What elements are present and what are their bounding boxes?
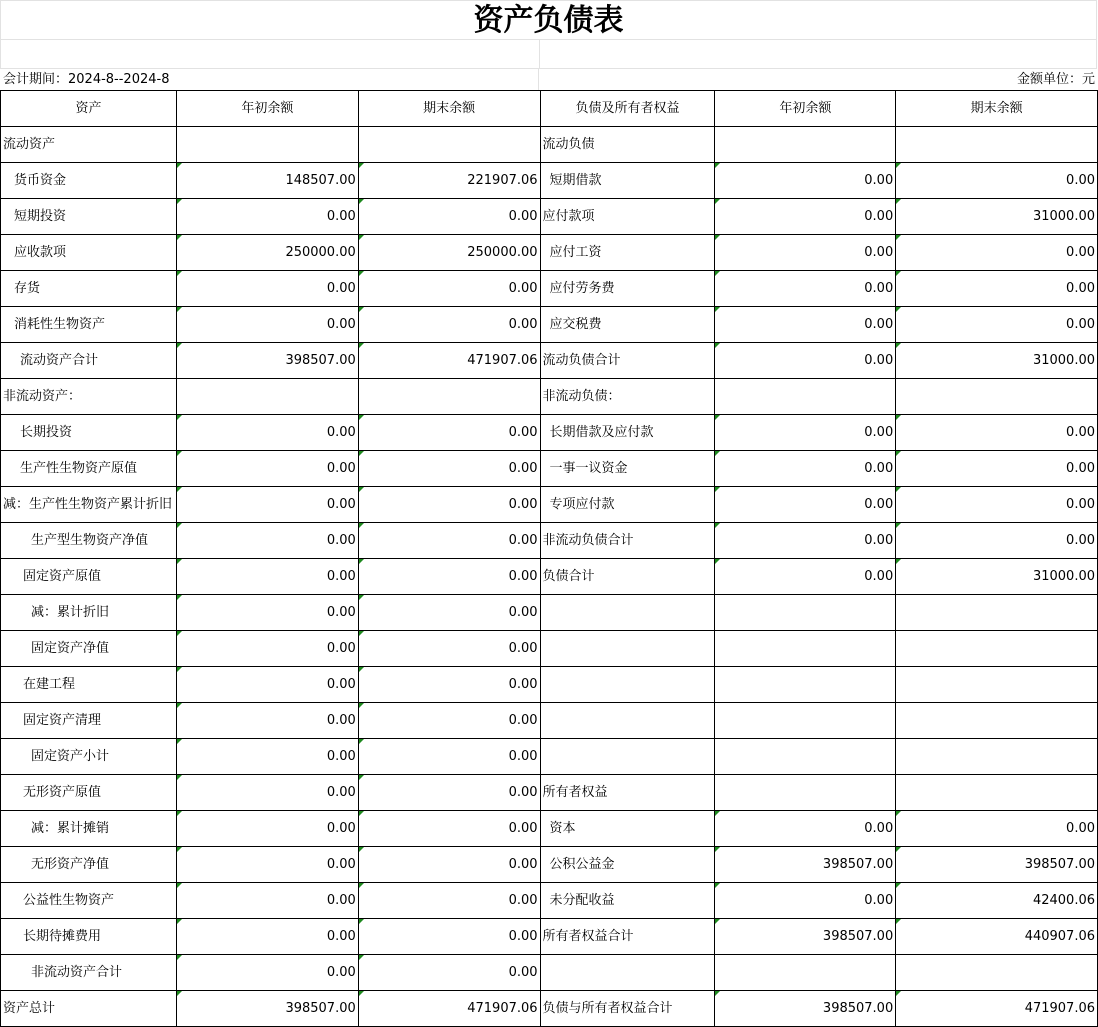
liability-begin-balance: [715, 595, 896, 631]
liability-end-balance: 471907.06: [896, 991, 1098, 1027]
asset-end-balance: 471907.06: [358, 343, 540, 379]
liability-begin-balance: [715, 955, 896, 991]
table-row: [1, 199, 1098, 235]
asset-begin-balance: 0.00: [176, 415, 358, 451]
liability-end-balance: 0.00: [896, 415, 1098, 451]
asset-end-balance: 471907.06: [358, 991, 540, 1027]
liability-begin-balance: 0.00: [715, 415, 896, 451]
table-row: [1, 451, 1098, 487]
liability-label: 短期借款: [540, 163, 715, 199]
liability-end-balance: [896, 631, 1098, 667]
liability-begin-balance: 0.00: [715, 451, 896, 487]
liability-begin-balance: 398507.00: [715, 991, 896, 1027]
asset-begin-balance: [176, 127, 358, 163]
asset-begin-balance: 398507.00: [176, 343, 358, 379]
asset-begin-balance: 0.00: [176, 271, 358, 307]
amount-unit: 金额单位：元: [1016, 72, 1095, 87]
liability-label: 资本: [540, 811, 715, 847]
asset-label: 非流动资产合计: [1, 955, 177, 991]
liability-end-balance: 398507.00: [896, 847, 1098, 883]
asset-begin-balance: 0.00: [176, 487, 358, 523]
liability-end-balance: 31000.00: [896, 559, 1098, 595]
table-row: [1, 523, 1098, 559]
liability-label: 所有者权益: [540, 775, 715, 811]
header-assets-begin: 年初余额: [176, 91, 358, 127]
asset-end-balance: 0.00: [358, 523, 540, 559]
asset-end-balance: [358, 127, 540, 163]
liability-end-balance: 0.00: [896, 163, 1098, 199]
asset-begin-balance: 0.00: [176, 667, 358, 703]
liability-begin-balance: 0.00: [715, 271, 896, 307]
liability-end-balance: [896, 595, 1098, 631]
asset-begin-balance: 0.00: [176, 847, 358, 883]
liability-end-balance: 0.00: [896, 487, 1098, 523]
liability-begin-balance: [715, 703, 896, 739]
liability-label: 所有者权益合计: [540, 919, 715, 955]
liability-label: 专项应付款: [540, 487, 715, 523]
asset-begin-balance: 0.00: [176, 883, 358, 919]
asset-end-balance: 0.00: [358, 271, 540, 307]
asset-end-balance: 0.00: [358, 955, 540, 991]
asset-label: 无形资产净值: [1, 847, 177, 883]
liability-begin-balance: 0.00: [715, 343, 896, 379]
table-row: [1, 631, 1098, 667]
liability-begin-balance: 398507.00: [715, 847, 896, 883]
liability-end-balance: 0.00: [896, 235, 1098, 271]
liability-label: 未分配收益: [540, 883, 715, 919]
asset-begin-balance: 148507.00: [176, 163, 358, 199]
table-row: [1, 379, 1098, 415]
asset-end-balance: 0.00: [358, 775, 540, 811]
asset-end-balance: 0.00: [358, 595, 540, 631]
asset-begin-balance: 0.00: [176, 595, 358, 631]
accounting-period: 会计期间：2024-8--2024-8: [3, 72, 170, 87]
header-liabilities-begin: 年初余额: [715, 91, 896, 127]
asset-end-balance: 0.00: [358, 847, 540, 883]
liability-end-balance: 31000.00: [896, 343, 1098, 379]
table-row: [1, 343, 1098, 379]
liability-label: 一事一议资金: [540, 451, 715, 487]
liability-begin-balance: 0.00: [715, 199, 896, 235]
table-row: [1, 847, 1098, 883]
asset-label: 固定资产清理: [1, 703, 177, 739]
table-row: [1, 739, 1098, 775]
table-row: [1, 883, 1098, 919]
asset-begin-balance: 398507.00: [176, 991, 358, 1027]
liability-begin-balance: 0.00: [715, 523, 896, 559]
liability-label: [540, 739, 715, 775]
liability-end-balance: [896, 739, 1098, 775]
liability-begin-balance: 0.00: [715, 811, 896, 847]
table-row: [1, 595, 1098, 631]
liability-label: 负债与所有者权益合计: [540, 991, 715, 1027]
asset-end-balance: 0.00: [358, 919, 540, 955]
asset-label: 非流动资产：: [1, 379, 177, 415]
liability-end-balance: [896, 955, 1098, 991]
table-row: [1, 559, 1098, 595]
liability-end-balance: [896, 703, 1098, 739]
liability-label: 流动负债: [540, 127, 715, 163]
liability-end-balance: 0.00: [896, 811, 1098, 847]
asset-label: 公益性生物资产: [1, 883, 177, 919]
header-liabilities-end: 期末余额: [896, 91, 1098, 127]
table-row: [1, 235, 1098, 271]
liability-label: [540, 667, 715, 703]
report-title: 资产负债表: [0, 0, 1097, 40]
liability-end-balance: 440907.06: [896, 919, 1098, 955]
liability-label: 流动负债合计: [540, 343, 715, 379]
header-liabilities: 负债及所有者权益: [540, 91, 715, 127]
liability-begin-balance: 0.00: [715, 307, 896, 343]
liability-label: 应交税费: [540, 307, 715, 343]
liability-end-balance: [896, 379, 1098, 415]
asset-end-balance: 0.00: [358, 631, 540, 667]
asset-end-balance: 0.00: [358, 199, 540, 235]
asset-end-balance: 0.00: [358, 667, 540, 703]
table-row: [1, 667, 1098, 703]
asset-begin-balance: 250000.00: [176, 235, 358, 271]
asset-begin-balance: 0.00: [176, 451, 358, 487]
liability-begin-balance: [715, 379, 896, 415]
liability-end-balance: 42400.06: [896, 883, 1098, 919]
liability-end-balance: 0.00: [896, 523, 1098, 559]
balance-sheet-table: [0, 90, 1098, 1027]
liability-end-balance: 0.00: [896, 271, 1098, 307]
asset-end-balance: 0.00: [358, 559, 540, 595]
asset-end-balance: 0.00: [358, 703, 540, 739]
asset-label: 固定资产净值: [1, 631, 177, 667]
asset-label: 固定资产小计: [1, 739, 177, 775]
asset-end-balance: 0.00: [358, 451, 540, 487]
report-meta: [0, 69, 1097, 91]
asset-label: 应收款项: [1, 235, 177, 271]
liability-begin-balance: 0.00: [715, 883, 896, 919]
header-assets: 资产: [1, 91, 177, 127]
liability-end-balance: 0.00: [896, 307, 1098, 343]
liability-begin-balance: [715, 667, 896, 703]
liability-begin-balance: 0.00: [715, 559, 896, 595]
liability-end-balance: 0.00: [896, 451, 1098, 487]
table-row: [1, 271, 1098, 307]
asset-begin-balance: 0.00: [176, 955, 358, 991]
table-row: [1, 163, 1098, 199]
table-row: [1, 307, 1098, 343]
asset-end-balance: 250000.00: [358, 235, 540, 271]
liability-begin-balance: [715, 631, 896, 667]
liability-begin-balance: 0.00: [715, 163, 896, 199]
asset-end-balance: 0.00: [358, 487, 540, 523]
asset-end-balance: 0.00: [358, 739, 540, 775]
asset-label: 固定资产原值: [1, 559, 177, 595]
liability-begin-balance: [715, 775, 896, 811]
blank-row: [0, 40, 1097, 69]
liability-end-balance: [896, 667, 1098, 703]
table-row: [1, 991, 1098, 1027]
liability-label: [540, 703, 715, 739]
liability-label: 长期借款及应付款: [540, 415, 715, 451]
asset-label: 消耗性生物资产: [1, 307, 177, 343]
asset-begin-balance: 0.00: [176, 703, 358, 739]
liability-end-balance: [896, 775, 1098, 811]
asset-begin-balance: 0.00: [176, 775, 358, 811]
asset-begin-balance: 0.00: [176, 919, 358, 955]
asset-label: 长期投资: [1, 415, 177, 451]
liability-begin-balance: [715, 739, 896, 775]
liability-label: [540, 595, 715, 631]
table-row: [1, 775, 1098, 811]
asset-label: 生产性生物资产原值: [1, 451, 177, 487]
asset-label: 流动资产: [1, 127, 177, 163]
header-assets-end: 期末余额: [358, 91, 540, 127]
table-row: [1, 127, 1098, 163]
asset-begin-balance: 0.00: [176, 631, 358, 667]
asset-label: 存货: [1, 271, 177, 307]
liability-begin-balance: [715, 127, 896, 163]
liability-label: 应付款项: [540, 199, 715, 235]
asset-end-balance: 221907.06: [358, 163, 540, 199]
asset-begin-balance: 0.00: [176, 199, 358, 235]
asset-begin-balance: 0.00: [176, 307, 358, 343]
asset-label: 无形资产原值: [1, 775, 177, 811]
asset-label: 减：生产性生物资产累计折旧: [1, 487, 177, 523]
liability-begin-balance: 398507.00: [715, 919, 896, 955]
table-row: [1, 955, 1098, 991]
asset-begin-balance: 0.00: [176, 523, 358, 559]
liability-begin-balance: 0.00: [715, 235, 896, 271]
asset-end-balance: [358, 379, 540, 415]
liability-label: 应付劳务费: [540, 271, 715, 307]
liability-label: 非流动负债合计: [540, 523, 715, 559]
asset-label: 流动资产合计: [1, 343, 177, 379]
liability-label: 公积公益金: [540, 847, 715, 883]
asset-label: 生产型生物资产净值: [1, 523, 177, 559]
asset-label: 长期待摊费用: [1, 919, 177, 955]
header-row: [1, 91, 1098, 127]
liability-begin-balance: 0.00: [715, 487, 896, 523]
liability-end-balance: 31000.00: [896, 199, 1098, 235]
asset-label: 在建工程: [1, 667, 177, 703]
liability-label: [540, 955, 715, 991]
liability-label: [540, 631, 715, 667]
liability-end-balance: [896, 127, 1098, 163]
table-row: [1, 415, 1098, 451]
asset-begin-balance: 0.00: [176, 811, 358, 847]
asset-label: 减：累计折旧: [1, 595, 177, 631]
asset-begin-balance: [176, 379, 358, 415]
table-row: [1, 919, 1098, 955]
asset-label: 资产总计: [1, 991, 177, 1027]
asset-label: 货币资金: [1, 163, 177, 199]
asset-end-balance: 0.00: [358, 883, 540, 919]
table-row: [1, 811, 1098, 847]
liability-label: 应付工资: [540, 235, 715, 271]
table-row: [1, 703, 1098, 739]
asset-end-balance: 0.00: [358, 415, 540, 451]
asset-end-balance: 0.00: [358, 307, 540, 343]
asset-begin-balance: 0.00: [176, 739, 358, 775]
asset-begin-balance: 0.00: [176, 559, 358, 595]
table-row: [1, 487, 1098, 523]
liability-label: 负债合计: [540, 559, 715, 595]
asset-label: 短期投资: [1, 199, 177, 235]
liability-label: 非流动负债：: [540, 379, 715, 415]
asset-end-balance: 0.00: [358, 811, 540, 847]
asset-label: 减：累计摊销: [1, 811, 177, 847]
